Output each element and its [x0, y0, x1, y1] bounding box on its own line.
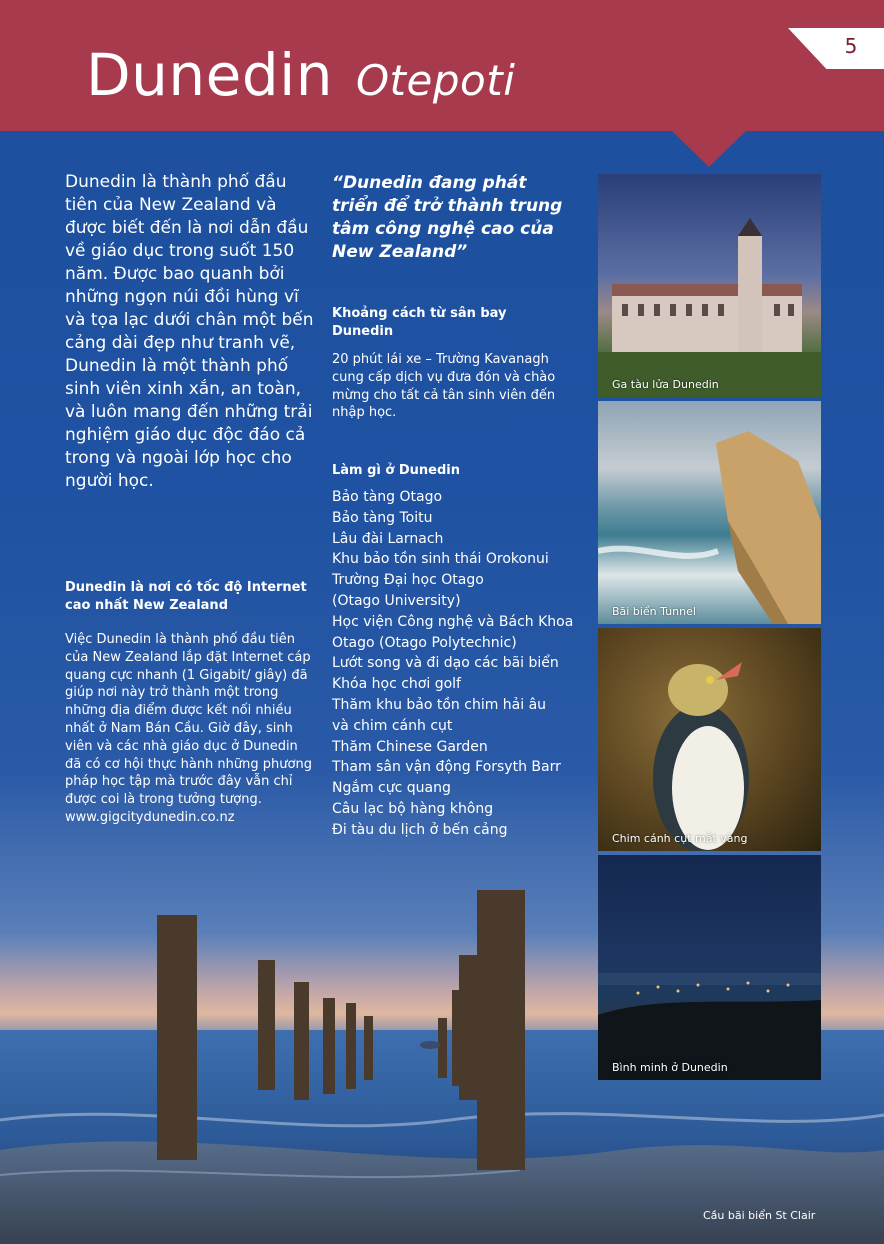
list-item: Câu lạc bộ hàng không — [332, 800, 494, 817]
list-item: và chim cánh cụt — [332, 717, 453, 734]
list-item: Tham sân vận động Forsyth Barr — [332, 759, 561, 776]
list-item: Bảo tàng Toitu — [332, 509, 433, 526]
todo-heading: Làm gì ở Dunedin — [332, 463, 461, 478]
page-title — [86, 40, 515, 116]
internet-link[interactable]: www.gigcitydunedin.co.nz — [65, 809, 235, 825]
list-item: Đi tàu du lịch ở bến cảng — [332, 821, 508, 838]
list-item: Ngắm cực quang — [332, 780, 451, 797]
list-item: Khóa học chơi golf — [332, 676, 461, 693]
dunedin-dawn-illustration — [598, 855, 821, 1080]
internet-heading: Dunedin là nơi có tốc độ Internet cao nhất New Zealand — [65, 580, 307, 613]
header-arrow — [672, 131, 746, 167]
intro-paragraph: Dunedin là thành phố đầu tiên của New Zealand và được biết đến là nơi dẫn đầu về giáo dục trong suốt 150 năm. Được bao quanh bởi những ngọn núi đồi hùng vĩ và tọa lạc dưới chân một bến cảng dài đẹp như tranh vẽ, Dunedin là một thành phố sinh viên xinh xắn, an toàn, và luôn mang đến những trải nghiệm giáo dục độc đáo cả trong và ngoài lớp học cho người học. — [65, 172, 314, 491]
photo-yellow-eyed-penguin — [598, 628, 821, 851]
photo-railway-station — [598, 174, 821, 397]
caption-st-clair-pier: Cầu bãi biển St Clair — [703, 1209, 816, 1222]
list-item: (Otago University) — [332, 592, 461, 609]
page-number: 5 — [844, 34, 858, 58]
quote: “Dunedin đang phát triển để trở thành trung tâm công nghệ cao của New Zealand” — [332, 173, 563, 262]
penguin-illustration — [598, 628, 821, 851]
airport-heading: Khoảng cách từ sân bay Dunedin — [332, 306, 507, 339]
photo-dunedin-dawn — [598, 855, 821, 1080]
list-item: Lâu đài Larnach — [332, 530, 444, 547]
tunnel-beach-illustration — [598, 401, 821, 624]
caption-railway-station: Ga tàu lửa Dunedin — [612, 378, 719, 391]
list-item: Thăm khu bảo tồn chim hải âu — [332, 696, 547, 713]
list-item: Trường Đại học Otago — [332, 572, 484, 589]
caption-dunedin-dawn: Bình minh ở Dunedin — [612, 1061, 728, 1074]
photo-tunnel-beach — [598, 401, 821, 624]
list-item: Học viện Công nghệ và Bách Khoa — [332, 613, 574, 630]
list-item: Bảo tàng Otago — [332, 489, 443, 505]
title-sub: Otepoti — [356, 56, 516, 105]
caption-tunnel-beach: Bãi biển Tunnel — [612, 605, 696, 618]
list-item: Lướt song và đi dạo các bãi biển — [332, 655, 559, 672]
caption-penguin: Chim cánh cụt mắt vàng — [612, 832, 748, 845]
railway-station-illustration — [598, 174, 821, 397]
airport-body: 20 phút lái xe – Trường Kavanagh cung cấp dịch vụ đưa đón và chào mừng cho tất cả tân sinh viên đến nhập học. — [332, 352, 556, 421]
list-item: Otago (Otago Polytechnic) — [332, 634, 517, 651]
todo-list — [332, 487, 577, 841]
internet-body: Việc Dunedin là thành phố đầu tiên của New Zealand lắp đặt Internet cáp quang cực nhanh (1 Gigabit/ giây) đã giúp nơi này trở thành một trong những địa điểm được kết nối nhiều nhất ở Nam Bán Cầu. Giờ đây, sinh viên và các nhà giáo dục ở Dunedin đã có cơ hội thực hành những phương pháp học tập mà trước đây vẫn chỉ được coi là trong tưởng tượng. — [65, 632, 312, 808]
internet-body-block — [65, 631, 315, 827]
title-main: Dunedin — [86, 41, 334, 109]
list-item: Khu bảo tồn sinh thái Orokonui — [332, 551, 549, 568]
list-item: Thăm Chinese Garden — [332, 738, 488, 755]
